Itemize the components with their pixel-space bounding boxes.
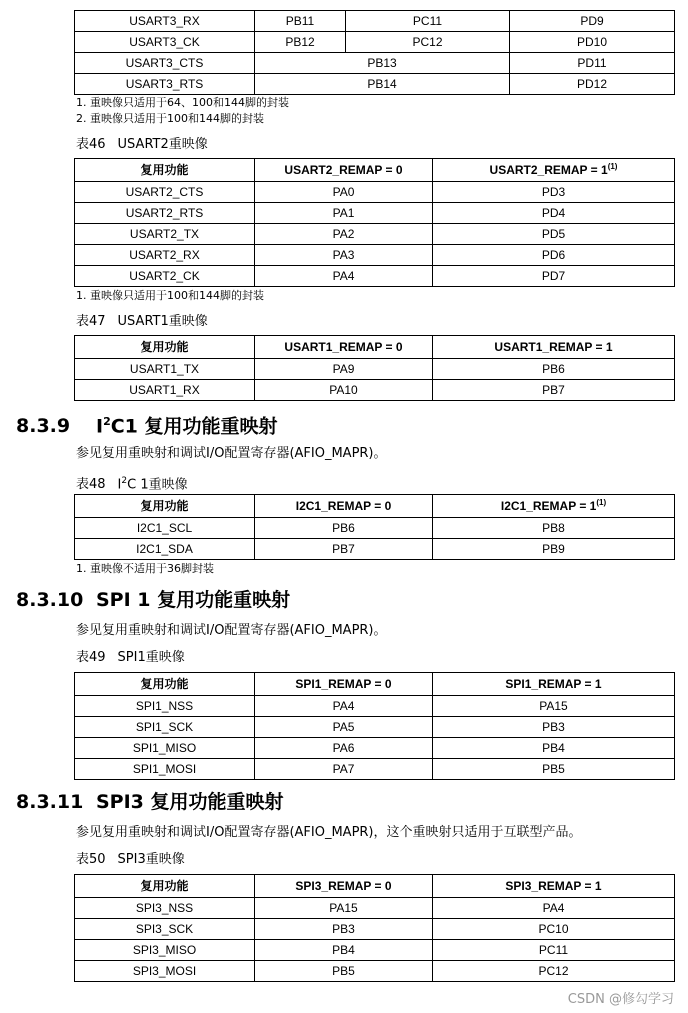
table-cell: PD4 xyxy=(433,203,675,224)
table-cell: PB7 xyxy=(255,539,433,560)
column-header: I2C1_REMAP = $1^{(1)}$ xyxy=(433,495,675,518)
table-row xyxy=(75,717,675,738)
table-cell: SPI3_MISO xyxy=(75,940,255,961)
table-cell: USART2_RTS xyxy=(75,203,255,224)
table-row xyxy=(75,759,675,780)
table-cell: USART1_TX xyxy=(75,359,255,380)
table-cell: PD7 xyxy=(433,266,675,287)
column-header: 复用功能 xyxy=(75,673,255,696)
table-caption xyxy=(76,314,208,330)
table-row xyxy=(75,224,675,245)
table-cell: PB13 xyxy=(255,53,510,74)
footnote-marker: (1) xyxy=(596,497,607,507)
table-number: 表46 xyxy=(76,137,106,152)
table-row xyxy=(75,961,675,982)
table-cell: PB3 xyxy=(255,919,433,940)
table-caption xyxy=(76,852,185,868)
section-paragraph: 参见复用重映射和调试I/O配置寄存器(AFIO_MAPR)，这个重映射只适用于互联型产品。 xyxy=(76,825,582,840)
spi3-remap-table xyxy=(74,874,675,982)
table-title: USART1重映像 xyxy=(117,314,208,329)
table-cell: PB6 xyxy=(433,359,675,380)
section-heading xyxy=(16,588,290,612)
table-cell: USART2_TX xyxy=(75,224,255,245)
table-title: SPI3重映像 xyxy=(117,852,185,867)
table-row xyxy=(75,182,675,203)
table-row xyxy=(75,518,675,539)
table-row xyxy=(75,696,675,717)
table-cell: PB7 xyxy=(433,380,675,401)
table-cell: PB5 xyxy=(433,759,675,780)
table-cell: PC10 xyxy=(433,919,675,940)
table-number: 表50 xyxy=(76,852,106,867)
spi1-remap-table xyxy=(74,672,675,780)
table-row xyxy=(75,738,675,759)
table-cell: PB14 xyxy=(255,74,510,95)
table-cell: PA2 xyxy=(255,224,433,245)
table-cell: PD9 xyxy=(510,11,675,32)
table-cell: USART2_CTS xyxy=(75,182,255,203)
table-cell: SPI1_MISO xyxy=(75,738,255,759)
table-cell: USART3_RTS xyxy=(75,74,255,95)
table-cell: PC11 xyxy=(346,11,510,32)
table-cell: PA1 xyxy=(255,203,433,224)
table-cell: PA4 xyxy=(255,696,433,717)
table-cell: SPI1_MOSI xyxy=(75,759,255,780)
table-row xyxy=(75,74,675,95)
table-cell: PA4 xyxy=(433,898,675,919)
section-heading xyxy=(16,410,278,438)
table-cell: PA0 xyxy=(255,182,433,203)
section-title-part: I xyxy=(96,415,104,438)
table-cell: PB9 xyxy=(433,539,675,560)
table-cell: USART3_RX xyxy=(75,11,255,32)
table-header-row xyxy=(75,159,675,182)
column-header: I2C1_REMAP = 0 xyxy=(255,495,433,518)
column-header: 复用功能 xyxy=(75,495,255,518)
usart1-remap-table xyxy=(74,335,675,401)
superscript: 2 xyxy=(103,415,111,428)
column-header: USART1_REMAP = 1 xyxy=(433,336,675,359)
table-cell: PB11 xyxy=(255,11,346,32)
table-number: 表49 xyxy=(76,650,106,665)
table-header-row xyxy=(75,495,675,518)
table-cell: PD5 xyxy=(433,224,675,245)
table-header-row xyxy=(75,673,675,696)
table-row xyxy=(75,919,675,940)
table-row xyxy=(75,53,675,74)
column-header: 复用功能 xyxy=(75,159,255,182)
usart3-remap-table-tail xyxy=(74,10,675,95)
table-row xyxy=(75,940,675,961)
table-cell: PB4 xyxy=(433,738,675,759)
table-note: 1. 重映像不适用于36脚封装 xyxy=(76,562,214,575)
table-cell: SPI3_NSS xyxy=(75,898,255,919)
section-title: SPI 1 复用功能重映射 xyxy=(96,589,291,611)
table-cell: PD10 xyxy=(510,32,675,53)
table-cell: PA15 xyxy=(433,696,675,717)
table-caption xyxy=(76,650,185,666)
column-header: 复用功能 xyxy=(75,336,255,359)
table-cell: PB3 xyxy=(433,717,675,738)
table-cell: USART1_RX xyxy=(75,380,255,401)
section-number: 8.3.10 xyxy=(16,589,84,611)
table-row xyxy=(75,539,675,560)
table-cell: PB6 xyxy=(255,518,433,539)
column-header: 复用功能 xyxy=(75,875,255,898)
usart2-remap-table xyxy=(74,158,675,287)
column-header: SPI3_REMAP = 0 xyxy=(255,875,433,898)
table-row xyxy=(75,359,675,380)
table-row xyxy=(75,11,675,32)
table-cell: PB8 xyxy=(433,518,675,539)
column-header: USART1_REMAP = 0 xyxy=(255,336,433,359)
column-header: USART2_REMAP = $1^{(1)}$ xyxy=(433,159,675,182)
table-cell: PB12 xyxy=(255,32,346,53)
table-row xyxy=(75,898,675,919)
table-cell: PA4 xyxy=(255,266,433,287)
section-number: 8.3.11 xyxy=(16,791,84,813)
table-row xyxy=(75,245,675,266)
section-paragraph: 参见复用重映射和调试I/O配置寄存器(AFIO_MAPR)。 xyxy=(76,623,387,638)
table-row xyxy=(75,32,675,53)
table-cell: PA6 xyxy=(255,738,433,759)
column-header: SPI1_REMAP = 0 xyxy=(255,673,433,696)
table-cell: SPI1_SCK xyxy=(75,717,255,738)
section-title: SPI3 复用功能重映射 xyxy=(96,791,284,813)
i2c1-remap-table xyxy=(74,494,675,560)
table-title: USART2重映像 xyxy=(117,137,208,152)
table-cell: SPI1_NSS xyxy=(75,696,255,717)
section-heading xyxy=(16,790,284,814)
table-cell: PA7 xyxy=(255,759,433,780)
watermark-text: CSDN @修勾学习 xyxy=(567,992,674,1007)
table-cell: SPI3_MOSI xyxy=(75,961,255,982)
table-cell: USART3_CTS xyxy=(75,53,255,74)
table-row xyxy=(75,380,675,401)
section-title-part: C1 复用功能重映射 xyxy=(110,415,278,438)
table-cell: USART2_RX xyxy=(75,245,255,266)
table-number: 表47 xyxy=(76,314,106,329)
table-cell: PC11 xyxy=(433,940,675,961)
table-cell: PD11 xyxy=(510,53,675,74)
table-cell: PB4 xyxy=(255,940,433,961)
table-number: 表48 xyxy=(76,477,106,493)
table-caption xyxy=(76,473,188,493)
table-cell: PA3 xyxy=(255,245,433,266)
column-header: USART2_REMAP = 0 xyxy=(255,159,433,182)
table-cell: PA10 xyxy=(255,380,433,401)
table-caption xyxy=(76,137,208,153)
table-cell: PA9 xyxy=(255,359,433,380)
table-cell: USART3_CK xyxy=(75,32,255,53)
table-row xyxy=(75,266,675,287)
table-cell: PD6 xyxy=(433,245,675,266)
table-cell: SPI3_SCK xyxy=(75,919,255,940)
section-paragraph: 参见复用重映射和调试I/O配置寄存器(AFIO_MAPR)。 xyxy=(76,446,387,461)
table-cell: PD3 xyxy=(433,182,675,203)
section-number: 8.3.9 xyxy=(16,415,71,438)
table-cell: I2C1_SDA xyxy=(75,539,255,560)
table-cell: PA5 xyxy=(255,717,433,738)
table-row xyxy=(75,203,675,224)
table-note: 1. 重映像只适用于100和144脚的封装 xyxy=(76,289,264,302)
table-note: 1. 重映像只适用于64、100和144脚的封装 xyxy=(76,96,289,109)
column-header: SPI1_REMAP = 1 xyxy=(433,673,675,696)
superscript: 2 xyxy=(121,476,128,486)
table-note: 2. 重映像只适用于100和144脚的封装 xyxy=(76,112,264,125)
table-header-row xyxy=(75,875,675,898)
table-title-part: I xyxy=(117,477,122,493)
table-header-row xyxy=(75,336,675,359)
table-cell: USART2_CK xyxy=(75,266,255,287)
column-header: SPI3_REMAP = 1 xyxy=(433,875,675,898)
footnote-marker: (1) xyxy=(607,161,618,171)
table-cell: I2C1_SCL xyxy=(75,518,255,539)
table-cell: PA15 xyxy=(255,898,433,919)
table-cell: PB5 xyxy=(255,961,433,982)
table-cell: PC12 xyxy=(346,32,510,53)
table-title-part: C 1重映像 xyxy=(127,477,188,493)
table-cell: PC12 xyxy=(433,961,675,982)
table-cell: PD12 xyxy=(510,74,675,95)
table-title: SPI1重映像 xyxy=(117,650,185,665)
